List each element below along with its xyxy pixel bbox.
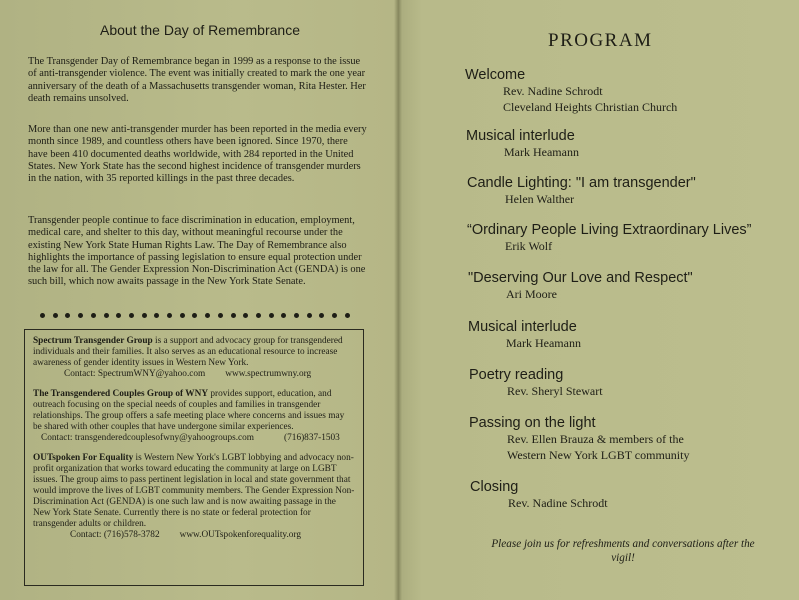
program-item-presenter: Rev. Nadine Schrodt xyxy=(508,496,608,510)
program-item-presenter: Rev. Sheryl Stewart xyxy=(507,384,603,398)
program-item-title: Musical interlude xyxy=(466,128,575,144)
org-outspoken xyxy=(33,453,355,530)
program-item-presenter: Mark Heamann xyxy=(506,336,581,350)
contact-phone: (716)578-3782 xyxy=(103,530,160,540)
program-item-musical-interlude-1 xyxy=(466,127,579,161)
right-page xyxy=(398,0,799,600)
program-item-deserving-love xyxy=(468,269,693,303)
contact-email: SpectrumWNY@yahoo.com xyxy=(97,369,206,379)
organizations-box xyxy=(24,329,364,586)
contact-phone: (716)837-1503 xyxy=(284,433,340,443)
org-spectrum xyxy=(33,336,355,369)
org-description: is Western New York's LGBT lobbying and advocacy non-profit organization that works toward educating the community at large on LGBT issues. The group aims to pass pertinent legislation in local and state government that would improve the lives of LGBT community members. The Gender Expression Non-Discrimination Act (GENDA) is one such law and is now awaiting passage in the New York State Senate. Currently there is no state or federal protection for transgender adults or children. xyxy=(33,453,355,529)
program-item-title: “Ordinary People Living Extraordinary Lives” xyxy=(467,222,752,238)
about-paragraph-2: More than one new anti-transgender murder has been reported in the media every month since 1989, and countless others have been ignored. Since 1970, there have been 410 documented deaths worldwide, with 284 reported in the United States. New York State has the second highest incidence of transgender murders in the nation, with 35 reported killings in the past three decades. xyxy=(28,124,367,185)
program-item-presenter: Rev. Nadine Schrodt xyxy=(503,84,603,98)
program-item-presenter: Western New York LGBT community xyxy=(507,447,690,462)
refreshments-note: Please join us for refreshments and conversations after the vigil! xyxy=(491,538,755,564)
contact-label: Contact: xyxy=(41,433,73,443)
program-item-presenter: Helen Walther xyxy=(505,192,575,206)
org-description: provides support, education, and outreach focusing on the special needs of couples and families in transgender relationships. The group offers a safe meeting place where concerns and issues may be shared with other couples that have undergone similar experiences. xyxy=(33,389,345,432)
program-item-title: Closing xyxy=(470,479,519,495)
program-item-passing-light xyxy=(469,414,689,463)
program-item-ordinary-people xyxy=(467,221,752,255)
about-paragraph-1: The Transgender Day of Remembrance began in 1999 as a response to the issue of anti-transgender violence. The event was initially created to mark the one year anniversary of the death of a Massachusetts transgender woman, Rita Hester. Her death remains unsolved. xyxy=(28,56,366,104)
about-paragraph-3: Transgender people continue to face discrimination in education, employment, medical care, and shelter to this day, without meaningful recourse under the existing New York State Human Rights Law. The Day of Remembrance also highlights the importance of passing legislation to ensure equal protection under the law for all. The Gender Expression Non-Discrimination Act (GENDA) is one such bill, which now awaits passage in the New York State Senate. xyxy=(28,215,366,288)
program-item-closing xyxy=(470,478,608,512)
program-item-welcome xyxy=(465,66,677,115)
program-item-candle-lighting xyxy=(467,174,696,208)
org-name: Spectrum Transgender Group xyxy=(33,336,153,346)
program-item-title: Candle Lighting: "I am transgender" xyxy=(467,175,696,191)
program-item-title: "Deserving Our Love and Respect" xyxy=(468,270,693,286)
contact-label: Contact: xyxy=(70,530,102,540)
program-item-presenter: Ari Moore xyxy=(506,287,557,301)
program-item-poetry-reading xyxy=(469,366,603,400)
program-item-title: Poetry reading xyxy=(469,367,564,383)
contact-label: Contact: xyxy=(64,369,96,379)
program-title: PROGRAM xyxy=(548,30,653,51)
org-name: The Transgendered Couples Group of WNY xyxy=(33,389,209,399)
about-title: About the Day of Remembrance xyxy=(100,22,300,38)
org-contact xyxy=(33,433,355,444)
contact-email: transgenderedcouplesofwny@yahoogroups.com xyxy=(74,433,255,443)
program-item-presenter: Rev. Ellen Brauza & members of the xyxy=(507,432,684,446)
program-item-presenter: Mark Heamann xyxy=(504,145,579,159)
org-couples-group xyxy=(33,389,355,433)
org-contact xyxy=(33,369,355,380)
program-item-presenter: Erik Wolf xyxy=(505,239,553,253)
program-item-title: Welcome xyxy=(465,67,526,83)
org-name: OUTspoken For Equality xyxy=(33,453,134,463)
center-fold xyxy=(394,0,402,600)
program-item-musical-interlude-2 xyxy=(468,318,581,352)
left-page xyxy=(0,0,398,600)
program-item-presenter: Cleveland Heights Christian Church xyxy=(503,99,678,114)
org-contact xyxy=(33,530,355,541)
program-item-title: Passing on the light xyxy=(469,415,596,431)
org-description: is a support and advocacy group for transgendered individuals and their families. It also serves as an educational resource to increase awareness of gender identity issues in Western New York. xyxy=(33,336,343,368)
program-item-title: Musical interlude xyxy=(468,319,577,335)
dot-divider xyxy=(40,313,350,318)
contact-website: www.spectrumwny.org xyxy=(225,369,312,379)
contact-website: www.OUTspokenforequality.org xyxy=(179,530,301,540)
